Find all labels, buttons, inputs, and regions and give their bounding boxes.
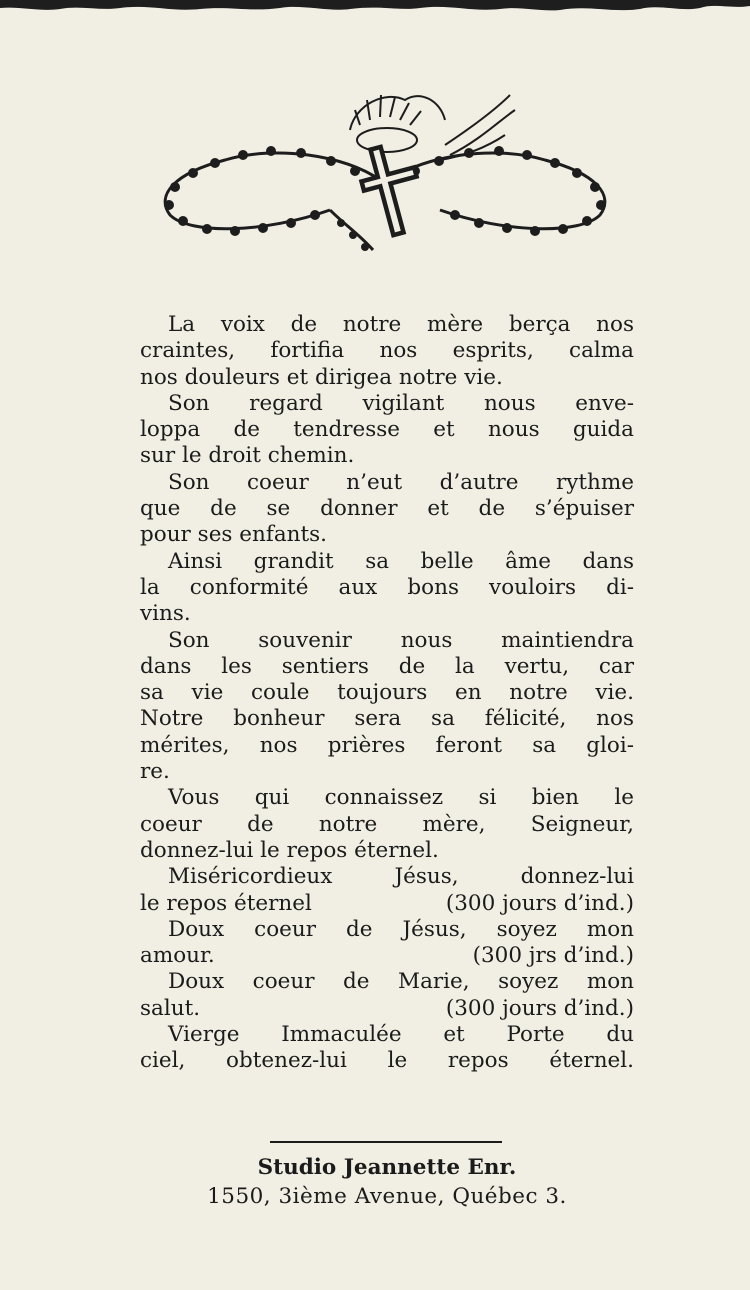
text-line: le repos éternel	[140, 890, 312, 916]
indulgence-row	[140, 891, 634, 917]
text-line: Miséricordieux Jésus, donnez-lui	[168, 864, 634, 890]
invocation-heart-of-jesus	[140, 917, 634, 970]
indulgence-note: (300 jours d’ind.)	[445, 890, 634, 916]
paragraph-memory	[140, 628, 634, 786]
text-line: Vous qui connaissez si bien le	[168, 785, 634, 811]
text-line: Doux coeur de Marie, soyez mon	[168, 969, 634, 995]
text-line: nos douleurs et dirigea notre vie.	[140, 364, 503, 390]
paragraph-heart	[140, 470, 634, 549]
text-line: craintes, fortifia nos esprits, calma	[140, 338, 634, 364]
text-line: salut.	[140, 995, 201, 1021]
text-line: Notre bonheur sera sa félicité, nos	[140, 706, 634, 732]
studio-address: 1550, 3ième Avenue, Québec 3.	[207, 1184, 567, 1209]
text-line: dans les sentiers de la vertu, car	[140, 653, 634, 679]
prayer-text	[140, 312, 634, 1075]
text-line: loppa de tendresse et nous guida	[140, 417, 634, 443]
studio-name: Studio Jeannette Enr.	[257, 1155, 517, 1180]
invocation-heart-of-mary	[140, 969, 634, 1022]
text-line: coeur de notre mère, Seigneur,	[140, 811, 634, 837]
paragraph-lord	[140, 785, 634, 864]
text-line: Son coeur n’eut d’autre rythme	[168, 469, 634, 495]
text-line: amour.	[140, 943, 215, 969]
text-line: vins.	[140, 601, 191, 627]
text-line: re.	[140, 759, 170, 785]
invocation-merciful-jesus	[140, 864, 634, 917]
text-line: ciel, obtenez-lui le repos éternel.	[140, 1048, 634, 1074]
indulgence-row	[140, 943, 634, 969]
text-line: que de se donner et de s’épuiser	[140, 496, 634, 522]
torn-top-edge	[0, 0, 750, 14]
text-line: Son regard vigilant nous enve-	[168, 390, 634, 416]
text-line: La voix de notre mère berça nos	[168, 312, 634, 337]
text-line: Vierge Immaculée et Porte du	[168, 1022, 634, 1048]
paragraph-watchful-gaze	[140, 391, 634, 470]
text-line: pour ses enfants.	[140, 522, 327, 548]
invocation-virgin	[140, 1022, 634, 1075]
text-line: sur le droit chemin.	[140, 443, 355, 469]
text-line: Ainsi grandit sa belle âme dans	[168, 548, 634, 574]
text-line: donnez-lui le repos éternel.	[140, 837, 439, 863]
text-line: mérites, nos prières feront sa gloi-	[140, 732, 634, 758]
printer-imprint	[140, 1153, 634, 1211]
divider-rule	[270, 1141, 502, 1143]
indulgence-note: (300 jrs d’ind.)	[472, 943, 634, 969]
text-line: sa vie coule toujours en notre vie.	[140, 680, 634, 706]
text-line: la conformité aux bons vouloirs di-	[140, 574, 634, 600]
indulgence-row	[140, 996, 634, 1022]
text-line: Doux coeur de Jésus, soyez mon	[168, 916, 634, 942]
paragraph-beautiful-soul	[140, 549, 634, 628]
paragraph-mother-voice	[140, 312, 634, 391]
indulgence-note: (300 jours d’ind.)	[445, 995, 634, 1021]
rosary-cross-ornament	[155, 85, 615, 265]
text-line: Son souvenir nous maintiendra	[168, 627, 634, 653]
